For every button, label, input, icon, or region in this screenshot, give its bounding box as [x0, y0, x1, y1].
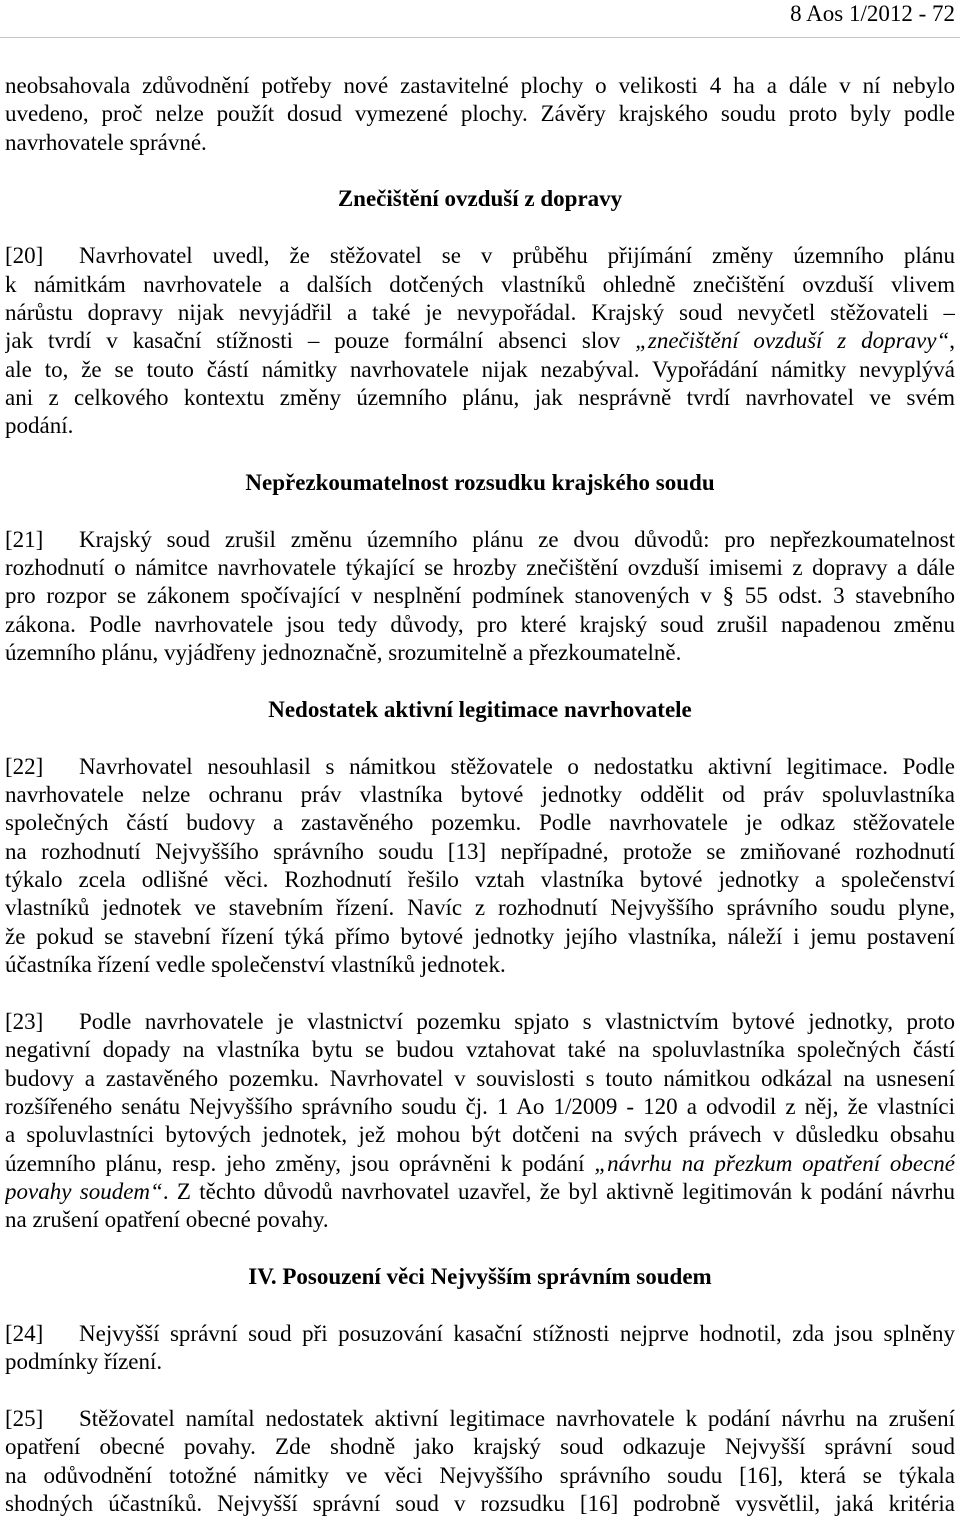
- paragraph-line: týkalo zcela odlišné věci. Rozhodnutí řešilo vztah vlastníka bytové jednotky a společenství: [5, 867, 955, 893]
- paragraph-line: ale to, že se touto částí námitky navrhovatele nijak nezabýval. Vypořádání námitky nevyplývá: [5, 356, 955, 382]
- paragraph-line: zákona. Podle navrhovatele jsou tedy důvody, pro které krajský soud zrušil napadenou změnu: [5, 611, 955, 637]
- paragraph-line: územního plánu, vyjádřeny jednoznačně, srozumitelně a přezkoumatelně.: [5, 640, 682, 666]
- paragraph-number: [24]: [5, 1320, 44, 1346]
- paragraph-line: podmínky řízení.: [5, 1349, 163, 1375]
- paragraph-line: navrhovatele správné.: [5, 129, 207, 155]
- paragraph-first-line: [5, 1008, 955, 1036]
- paragraph-line: neobsahovala zdůvodnění potřeby nové zastavitelné plochy o velikosti 4 ha a dále v ní nebylo: [5, 73, 955, 98]
- paragraph-line-text: Navrhovatel nesouhlasil s námitkou stěžovatele o nedostatku aktivní legitimace. Podle: [79, 753, 955, 779]
- quoted-phrase: „návrhu na přezkum opatření obecné: [594, 1150, 955, 1176]
- paragraph-line: [5, 327, 955, 355]
- paragraph-line: negativní dopady na vlastníka bytu se budou vztahovat také na spoluvlastníka společných částí: [5, 1037, 955, 1063]
- paragraph-line-text: Nejvyšší správní soud při posuzování kasační stížnosti nejprve hodnotil, zda jsou splněny: [79, 1320, 955, 1346]
- line-text: územního plánu, resp. jeho změny, jsou oprávněni k podání: [5, 1150, 595, 1176]
- paragraph-25: [5, 1405, 955, 1518]
- paragraph-23: [5, 1008, 955, 1235]
- paragraph-22: [5, 753, 955, 980]
- paragraph-21: [5, 526, 955, 668]
- line-text: jak tvrdí v kasační stížnosti – pouze formální absenci slov: [5, 328, 636, 354]
- paragraph-line: opatření obecné povahy. Zde shodně jako krajský soud odkazuje Nejvyšší správní soud: [5, 1434, 955, 1460]
- paragraph-first-line: [5, 1320, 955, 1348]
- paragraph-line-text: Stěžovatel namítal nedostatek aktivní legitimace navrhovatele k podání návrhu na zrušení: [79, 1405, 955, 1431]
- paragraph-line: podání.: [5, 413, 74, 439]
- document-body: [5, 72, 955, 1518]
- paragraph-number: [20]: [5, 243, 44, 269]
- paragraph-line-text: Podle navrhovatele je vlastnictví pozemku spjato s vlastnictvím bytové jednotky, proto: [79, 1008, 955, 1034]
- paragraph-first-line: [5, 753, 955, 781]
- paragraph-number: [23]: [5, 1008, 44, 1034]
- paragraph-24: [5, 1320, 955, 1377]
- section-heading: IV. Posouzení věci Nejvyšším správním soudem: [248, 1264, 712, 1290]
- paragraph-continuation: [5, 72, 955, 157]
- section-heading: Nepřezkoumatelnost rozsudku krajského soudu: [245, 470, 715, 496]
- paragraph-line: že pokud se stavební řízení týká přímo bytové jednotky jejího vlastníka, náleží i jemu postavení: [5, 923, 955, 949]
- paragraph-line: budovy a zastavěného pozemku. Navrhovatel v souvislosti s touto námitkou odkázal na usnesení: [5, 1065, 955, 1091]
- paragraph-line: rozhodnutí o námitce navrhovatele týkající se hrozby znečištění ovzduší imisemi z dopravy a dále: [5, 555, 955, 581]
- paragraph-line: [5, 1178, 955, 1206]
- paragraph-first-line: [5, 242, 955, 270]
- paragraph-number: [25]: [5, 1405, 44, 1431]
- paragraph-20: [5, 242, 955, 441]
- paragraph-line: společných částí budovy a zastavěného pozemku. Podle navrhovatele je odkaz stěžovatele: [5, 810, 955, 836]
- paragraph-first-line: [5, 1405, 955, 1433]
- paragraph-line: navrhovatele nelze ochranu práv vlastníka bytové jednotky oddělit od práv spoluvlastníka: [5, 781, 955, 807]
- paragraph-line: nárůstu dopravy nijak nevyjádřil a také je nevypořádal. Krajský soud nevyčetl stěžovateli –: [5, 299, 955, 325]
- paragraph-line: účastníka řízení vedle společenství vlastníků jednotek.: [5, 952, 506, 978]
- paragraph-line-text: Navrhovatel uvedl, že stěžovatel se v průběhu přijímání změny územního plánu: [79, 243, 955, 269]
- paragraph-number: [22]: [5, 753, 44, 779]
- paragraph-line: na odůvodnění totožné námitky ve věci Nejvyššího správního soudu [16], která se týkala: [5, 1462, 955, 1488]
- paragraph-line: na rozhodnutí Nejvyššího správního soudu [13] nepřípadné, protože se zmiňované rozhodnutí: [5, 838, 955, 864]
- paragraph-line: [5, 1150, 955, 1178]
- paragraph-first-line: [5, 526, 955, 554]
- section-heading: Nedostatek aktivní legitimace navrhovatele: [268, 696, 692, 722]
- paragraph-line: ani z celkového kontextu změny územního plánu, jak nesprávně tvrdí navrhovatel ve svém: [5, 384, 955, 410]
- paragraph-line: uvedeno, proč nelze použít dosud vymezené plochy. Závěry krajského soudu proto byly podle: [5, 101, 955, 127]
- paragraph-line-text: Krajský soud zrušil změnu územního plánu ze dvou důvodů: pro nepřezkoumatelnost: [79, 526, 955, 552]
- quoted-phrase: „znečištění ovzduší z dopravy“: [635, 328, 950, 354]
- paragraph-line: shodných účastníků. Nejvyšší správní soud v rozsudku [16] podrobně vysvětlil, jaká kritéria: [5, 1490, 955, 1516]
- paragraph-line: na zrušení opatření obecné povahy.: [5, 1207, 329, 1233]
- case-number: 8 Aos 1/2012 - 72: [790, 1, 955, 26]
- line-text: . Z těchto důvodů navrhovatel uzavřel, že byl aktivně legitimován k podání návrhu: [162, 1179, 955, 1205]
- paragraph-line: a spoluvlastníci bytových jednotek, jež mohou být dotčeni na svých právech v důsledku obsahu: [5, 1122, 955, 1148]
- header-rule: [0, 37, 960, 38]
- paragraph-line: vlastníků jednotek ve stavebním řízení. Navíc z rozhodnutí Nejvyššího správního soudu plyne,: [5, 895, 955, 921]
- paragraph-line: pro rozpor se zákonem spočívající v nesplnění podmínek stanovených v § 55 odst. 3 stavebního: [5, 583, 955, 609]
- line-text: ,: [949, 328, 955, 354]
- paragraph-line: rozšířeného senátu Nejvyššího správního soudu čj. 1 Ao 1/2009 - 120 a odvodil z něj, že vlastníci: [5, 1093, 955, 1119]
- section-heading: Znečištění ovzduší z dopravy: [337, 186, 623, 212]
- paragraph-number: [21]: [5, 526, 44, 552]
- paragraph-line: k námitkám navrhovatele a dalších dotčených vlastníků ohledně znečištění ovzduší vlivem: [5, 271, 955, 297]
- quoted-phrase: povahy soudem“: [5, 1179, 163, 1205]
